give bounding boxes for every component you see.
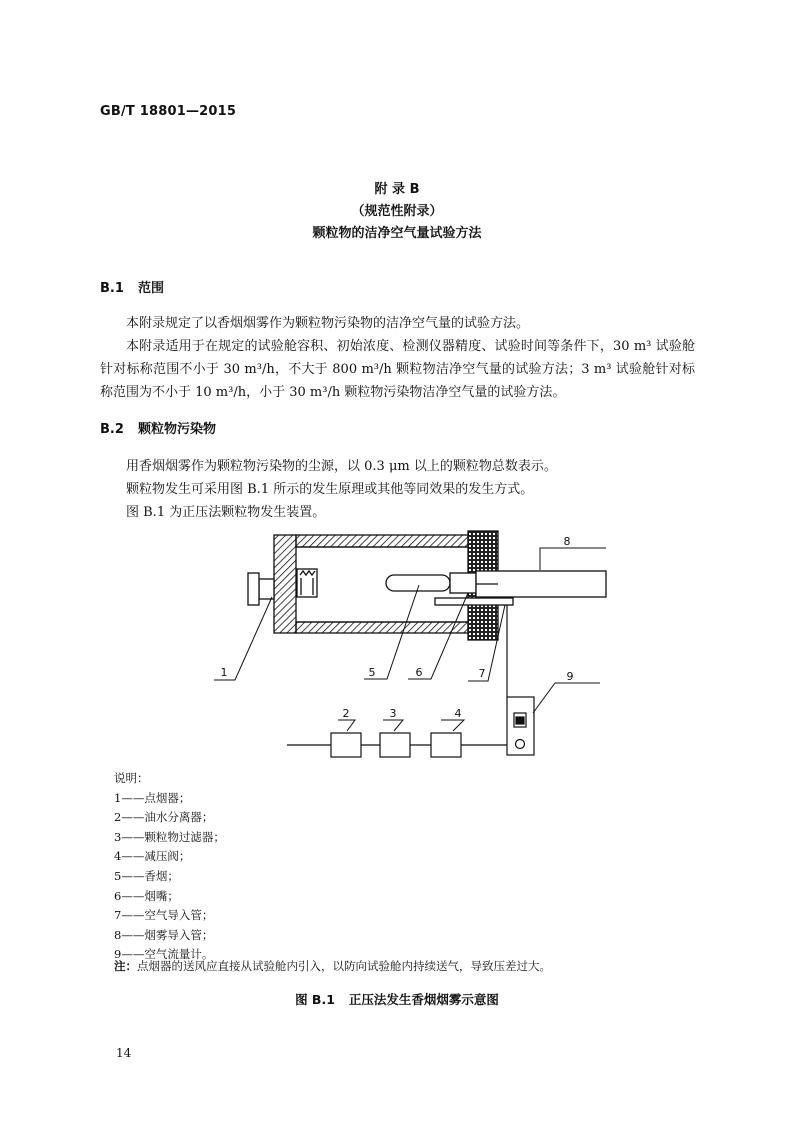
callout-7: 7 [478, 667, 486, 680]
figure-legend [114, 769, 225, 965]
page-number: 14 [116, 1046, 132, 1060]
paragraph: 本附录适用于在规定的试验舱容积、初始浓度、检测仪器精度、试验时间等条件下，30 m³ 试验舱针对标称范围不小于 30 m³/h，不大于 800 m³/h 颗粒物洁净空气量的试验方法；3 m³ 试验舱针对标称范围为不小于 10 m³/h，小于 30 m³/h 颗粒物污染物洁净空气量的试验方法。 [100, 339, 695, 400]
section-title: 范围 [138, 281, 165, 296]
paragraph: 本附录规定了以香烟烟雾作为颗粒物污染物的洁净空气量的试验方法。 [126, 316, 530, 331]
legend-item: 3——颗粒物过滤器； [114, 829, 225, 844]
flow-meter [507, 697, 534, 755]
legend-item: 1——点烟器； [114, 790, 191, 805]
legend-item: 2——油水分离器； [114, 810, 214, 825]
caption-number: 图 B.1 [295, 992, 335, 1007]
standard-code: GB/T 18801—2015 [100, 104, 237, 119]
caption-title: 正压法发生香烟烟雾示意图 [348, 992, 499, 1007]
legend-item: 5——香烟； [114, 868, 179, 883]
callout-9: 9 [566, 670, 574, 683]
paragraph: 用香烟烟雾作为颗粒物污染物的尘源，以 0.3 μm 以上的颗粒物总数表示。 [126, 459, 557, 474]
legend-title: 说明： [114, 771, 149, 785]
callout-1: 1 [220, 666, 228, 679]
section-number: B.2 [100, 422, 124, 437]
note-label: 注： [114, 959, 137, 973]
callout-3: 3 [389, 707, 397, 720]
legend-item: 6——烟嘴； [114, 888, 179, 903]
appendix-title: 颗粒物的洁净空气量试验方法 [312, 226, 482, 241]
figure-note [114, 958, 551, 974]
callout-4: 4 [454, 707, 462, 720]
appendix-type: （规范性附录） [351, 204, 443, 219]
legend-item: 9——空气流量计。 [114, 947, 214, 962]
appendix-label: 附 录 B [374, 182, 420, 197]
paragraph: 图 B.1 为正压法颗粒物发生装置。 [126, 505, 326, 520]
legend-item: 7——空气导入管； [114, 908, 214, 923]
figure-caption [0, 990, 794, 1008]
section-number: B.1 [100, 281, 124, 296]
note-text: 点烟器的送风应直接从试验舱内引入，以防向试验舱内持续送气，导致压差过大。 [137, 959, 551, 973]
callout-6: 6 [415, 666, 423, 679]
callout-5: 5 [368, 666, 376, 679]
callout-2: 2 [342, 707, 350, 720]
cigarette-assembly [386, 571, 606, 605]
section-title: 颗粒物污染物 [138, 422, 217, 437]
callout-8: 8 [563, 535, 571, 548]
legend-item: 8——烟雾导入管； [114, 927, 214, 942]
legend-item: 4——减压阀； [114, 849, 191, 864]
inline-devices [331, 733, 461, 757]
paragraph: 颗粒物发生可采用图 B.1 所示的发生原理或其他等同效果的发生方式。 [126, 482, 534, 497]
